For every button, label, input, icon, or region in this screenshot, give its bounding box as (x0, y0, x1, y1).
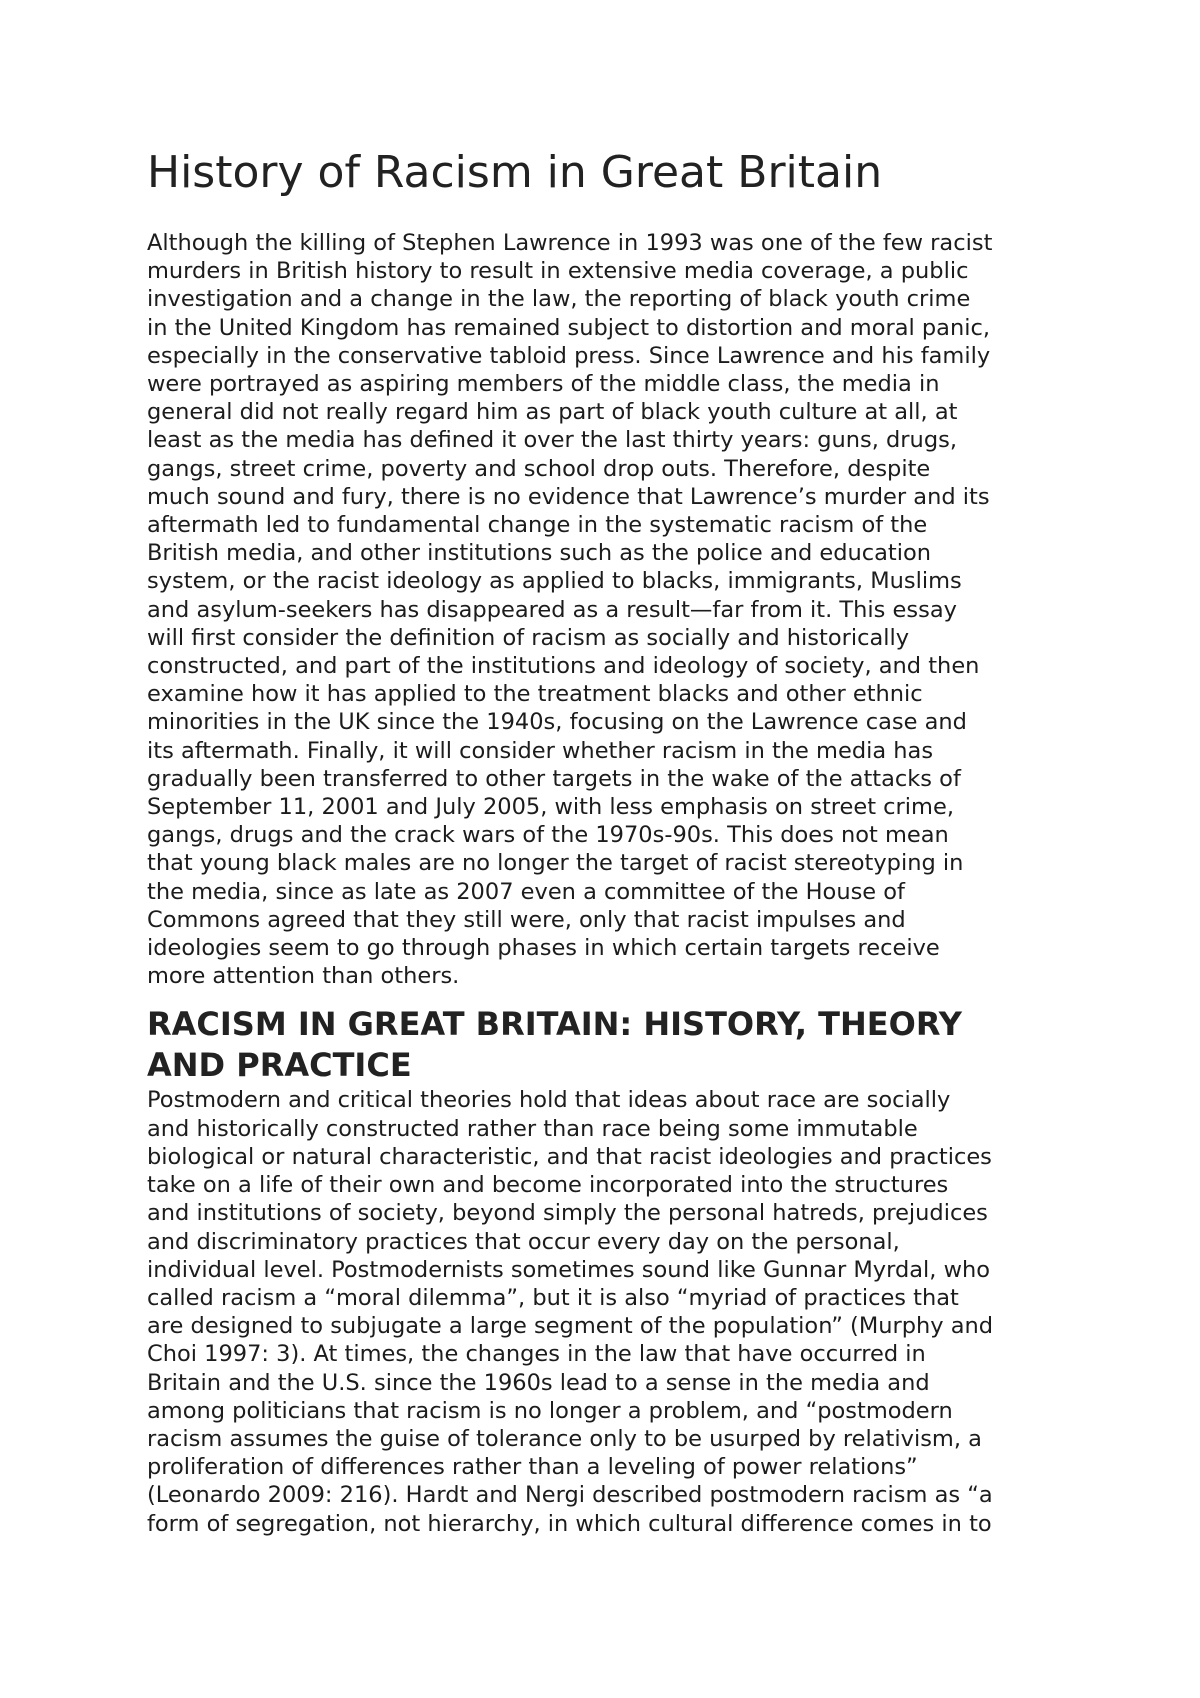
paragraph-line: that young black males are no longer the target of racist stereotyping in (147, 850, 964, 877)
paragraph-line: ideologies seem to go through phases in which certain targets receive (147, 935, 940, 962)
paragraph-line: Postmodern and critical theories hold that ideas about race are socially (147, 1087, 951, 1114)
paragraph-line: more attention than others. (147, 963, 460, 990)
heading-line: AND PRACTICE (147, 1046, 412, 1085)
paragraph-line: least as the media has defined it over the last thirty years: guns, drugs, (147, 427, 957, 454)
paragraph-line: system, or the racist ideology as applied to blacks, immigrants, Muslims (147, 568, 962, 595)
paragraph-line: aftermath led to fundamental change in the systematic racism of the (147, 512, 928, 539)
paragraph-line: racism assumes the guise of tolerance only to be usurped by relativism, a (147, 1425, 982, 1452)
paragraph-line: murders in British history to result in extensive media coverage, a public (147, 258, 969, 285)
paragraph-line: minorities in the UK since the 1940s, focusing on the Lawrence case and (147, 709, 967, 736)
paragraph-line: take on a life of their own and become incorporated into the structures (147, 1172, 949, 1199)
paragraph-line: gradually been transferred to other targets in the wake of the attacks of (147, 765, 961, 792)
section-paragraph (147, 1086, 1200, 1537)
heading-line: RACISM IN GREAT BRITAIN: HISTORY, THEORY (147, 1005, 962, 1044)
paragraph-line: individual level. Postmodernists sometimes sound like Gunnar Myrdal, who (147, 1256, 990, 1283)
paragraph-line: (Leonardo 2009: 216). Hardt and Nergi described postmodern racism as “a (147, 1482, 993, 1509)
paragraph-line: examine how it has applied to the treatment blacks and other ethnic (147, 681, 923, 708)
paragraph-line: form of segregation, not hierarchy, in which cultural difference comes in to (147, 1510, 992, 1537)
document-title: History of Racism in Great Britain (147, 147, 883, 198)
paragraph-line: biological or natural characteristic, and that racist ideologies and practices (147, 1143, 992, 1170)
paragraph-line: called racism a “moral dilemma”, but it is also “myriad of practices that (147, 1284, 959, 1311)
paragraph-line: and institutions of society, beyond simply the personal hatreds, prejudices (147, 1200, 988, 1227)
paragraph-line: general did not really regard him as part of black youth culture at all, at (147, 399, 958, 426)
paragraph-line: Britain and the U.S. since the 1960s lead to a sense in the media and (147, 1369, 930, 1396)
paragraph-line: and asylum-seekers has disappeared as a result—far from it. This essay (147, 596, 957, 623)
paragraph-line: gangs, street crime, poverty and school drop outs. Therefore, despite (147, 455, 931, 482)
paragraph-line: Choi 1997: 3). At times, the changes in the law that have occurred in (147, 1341, 926, 1368)
paragraph-line: British media, and other institutions such as the police and education (147, 540, 932, 567)
paragraph-line: and historically constructed rather than race being some immutable (147, 1115, 918, 1142)
paragraph-line: especially in the conservative tabloid press. Since Lawrence and his family (147, 342, 991, 369)
paragraph-line: were portrayed as aspiring members of the middle class, the media in (147, 371, 940, 398)
paragraph-line: in the United Kingdom has remained subject to distortion and moral panic, (147, 314, 991, 341)
paragraph-line: much sound and fury, there is no evidence that Lawrence’s murder and its (147, 483, 990, 510)
paragraph-line: are designed to subjugate a large segment of the population” (Murphy and (147, 1313, 994, 1340)
paragraph-line: constructed, and part of the institutions and ideology of society, and then (147, 653, 980, 680)
paragraph-line: September 11, 2001 and July 2005, with less emphasis on street crime, (147, 794, 954, 821)
paragraph-line: its aftermath. Finally, it will consider whether racism in the media has (147, 737, 934, 764)
paragraph-line: and discriminatory practices that occur every day on the personal, (147, 1228, 900, 1255)
paragraph-line: will first consider the definition of racism as socially and historically (147, 624, 910, 651)
paragraph-line: proliferation of differences rather than a leveling of power relations” (147, 1454, 918, 1481)
paragraph-line: investigation and a change in the law, the reporting of black youth crime (147, 286, 971, 313)
paragraph-line: gangs, drugs and the crack wars of the 1970s-90s. This does not mean (147, 822, 949, 849)
paragraph-line: among politicians that racism is no longer a problem, and “postmodern (147, 1397, 953, 1424)
intro-paragraph (147, 229, 1200, 990)
paragraph-line: Although the killing of Stephen Lawrence in 1993 was one of the few racist (147, 230, 993, 256)
paragraph-line: the media, since as late as 2007 even a committee of the House of (147, 878, 905, 905)
section-heading (147, 1004, 1200, 1086)
paragraph-line: Commons agreed that they still were, only that racist impulses and (147, 906, 906, 933)
